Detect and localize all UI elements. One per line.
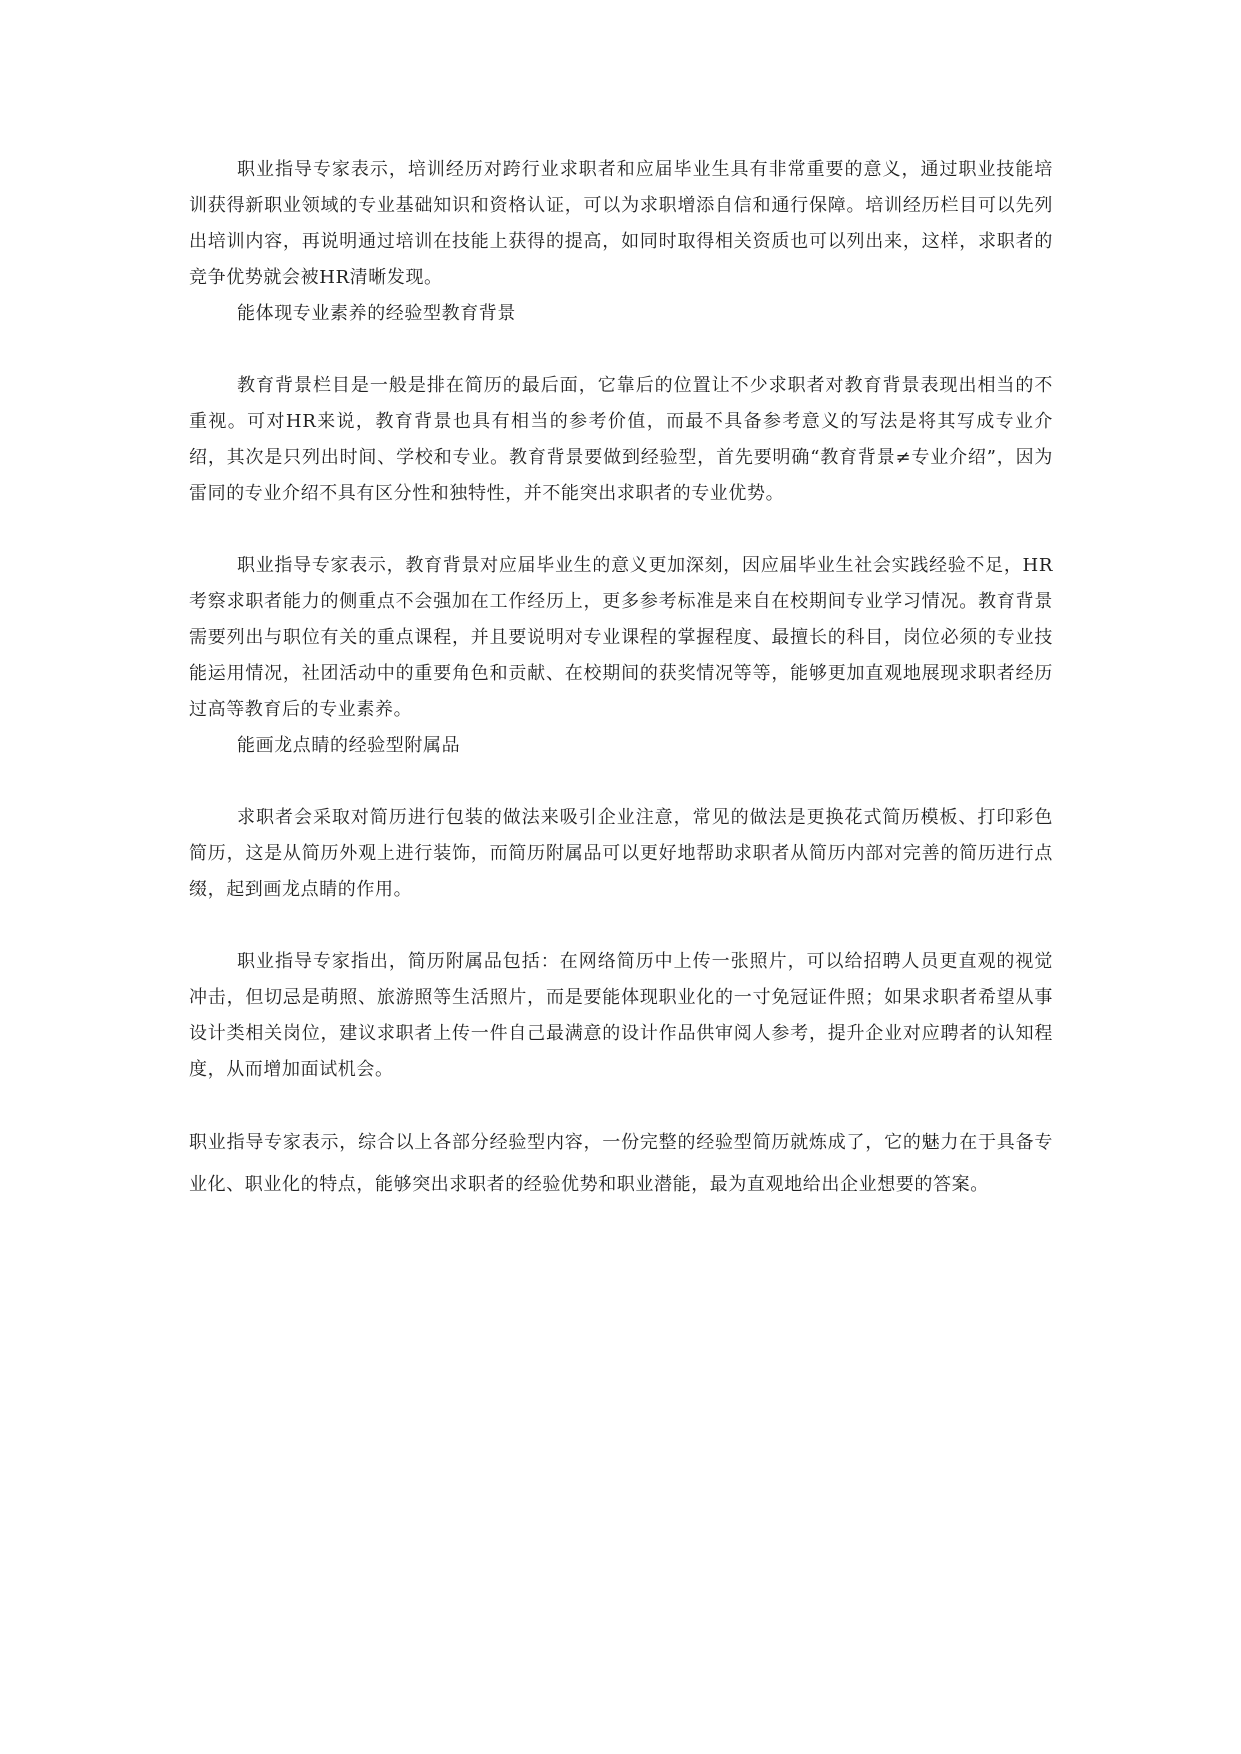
paragraph-resume-attachments: 职业指导专家指出，简历附属品包括：在网络简历中上传一张照片，可以给招聘人员更直观的视觉冲击，但切忌是萌照、旅游照等生活照片，而是要能体现职业化的一寸免冠证件照；如果求职者希望从事设计类相关岗位，建议求职者上传一件自己最满意的设计作品供审阅人参考，提升企业对应聘者的认知程度，从而增加面试机会。 bbox=[189, 951, 1053, 1080]
section-heading-attachments: 能画龙点睛的经验型附属品 bbox=[237, 735, 461, 756]
section-heading-education: 能体现专业素养的经验型教育背景 bbox=[237, 303, 516, 324]
paragraph-resume-packaging: 求职者会采取对简历进行包装的做法来吸引企业注意，常见的做法是更换花式简历模板、打印彩色简历，这是从简历外观上进行装饰，而简历附属品可以更好地帮助求职者从简历内部对完善的简历进行点缀，起到画龙点睛的作用。 bbox=[189, 807, 1053, 900]
document-body bbox=[189, 152, 1053, 1206]
paragraph-conclusion: 职业指导专家表示，综合以上各部分经验型内容，一份完整的经验型简历就炼成了，它的魅力在于具备专业化、职业化的特点，能够突出求职者的经验优势和职业潜能，最为直观地给出企业想要的答案。 bbox=[189, 1132, 1053, 1195]
paragraph-training-experience: 职业指导专家表示，培训经历对跨行业求职者和应届毕业生具有非常重要的意义，通过职业技能培训获得新职业领域的专业基础知识和资格认证，可以为求职增添自信和通行保障。培训经历栏目可以先列出培训内容，再说明通过培训在技能上获得的提高，如同时取得相关资质也可以列出来，这样，求职者的竞争优势就会被HR清晰发现。 bbox=[189, 159, 1053, 288]
paragraph-education-graduates: 职业指导专家表示，教育背景对应届毕业生的意义更加深刻，因应届毕业生社会实践经验不足，HR考察求职者能力的侧重点不会强加在工作经历上，更多参考标准是来自在校期间专业学习情况。教育背景需要列出与职位有关的重点课程，并且要说明对专业课程的掌握程度、最擅长的科目，岗位必须的专业技能运用情况，社团活动中的重要角色和贡献、在校期间的获奖情况等等，能够更加直观地展现求职者经历过高等教育后的专业素养。 bbox=[189, 555, 1053, 720]
paragraph-education-background: 教育背景栏目是一般是排在简历的最后面，它靠后的位置让不少求职者对教育背景表现出相当的不重视。可对HR来说，教育背景也具有相当的参考价值，而最不具备参考意义的写法是将其写成专业介绍，其次是只列出时间、学校和专业。教育背景要做到经验型，首先要明确“教育背景≠专业介绍”，因为雷同的专业介绍不具有区分性和独特性，并不能突出求职者的专业优势。 bbox=[189, 375, 1053, 504]
